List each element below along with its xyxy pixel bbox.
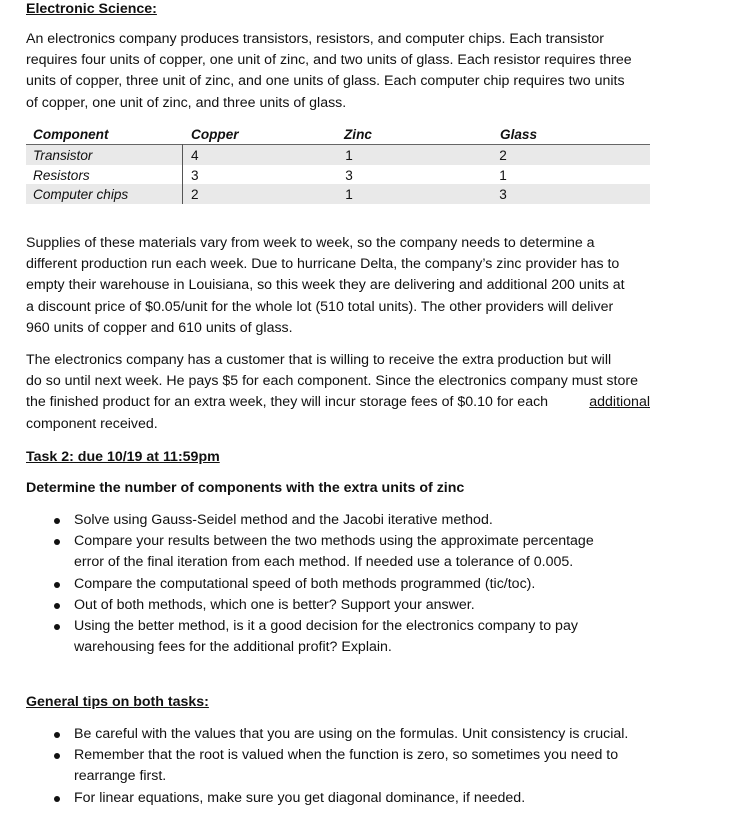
table-header-row (26, 124, 650, 145)
bullet-text: Compare your results between the two methods using the approximate percentage (74, 533, 594, 550)
document-title: Electronic Science: (26, 1, 157, 17)
table-row (26, 184, 650, 204)
table-row (26, 145, 650, 165)
table-divider (182, 144, 183, 204)
table-header-cell: Glass (500, 127, 538, 142)
bullet-text: rearrange first. (74, 768, 167, 785)
list-item (26, 745, 656, 787)
intro-line: of copper, one unit of zinc, and three units of glass. (26, 94, 347, 111)
bullet-text: Solve using Gauss-Seidel method and the Jacobi iterative method. (74, 512, 493, 528)
task-heading: Task 2: due 10/19 at 11:59pm (26, 449, 220, 465)
table-cell: 1 (345, 187, 353, 202)
table-cell: 1 (499, 167, 507, 183)
supplies-line: different production run each week. Due to hurricane Delta, the company’s zinc provider has to (26, 256, 620, 273)
list-item (26, 724, 656, 745)
supplies-paragraph (26, 233, 650, 339)
customer-line: The electronics company has a customer that is willing to receive the extra production but will (26, 352, 612, 368)
customer-line-text: the finished product for an extra week, they will incur storage fees of $0.10 for each (26, 394, 549, 411)
list-item (26, 595, 656, 616)
customer-line: component received. (26, 415, 158, 432)
table-cell: 3 (191, 167, 199, 183)
table-header-cell: Copper (191, 127, 239, 142)
list-item (26, 616, 656, 658)
table-row (26, 165, 650, 185)
intro-line: units of copper, three unit of zinc, and one units of glass. Each computer chip requires two units (26, 73, 625, 90)
bullet-text: For linear equations, make sure you get diagonal dominance, if needed. (74, 789, 526, 806)
list-item (26, 574, 656, 595)
bullet-text: Compare the computational speed of both methods programmed (tic/toc). (74, 575, 536, 592)
supplies-line: empty their warehouse in Louisiana, so this week they are delivering and additional 200 units at (26, 277, 625, 294)
table-cell: 2 (499, 148, 507, 163)
table-cell: 4 (191, 148, 199, 163)
table-cell: Resistors (33, 167, 90, 183)
bullet-text: Remember that the root is valued when the function is zero, so sometimes you need to (74, 747, 619, 764)
additional-word: additional (589, 394, 650, 411)
supplies-line: Supplies of these materials vary from week to week, so the company needs to determine a (26, 235, 595, 251)
materials-table (26, 124, 650, 204)
list-item (26, 510, 656, 531)
table-cell: 3 (499, 187, 507, 202)
intro-line: An electronics company produces transistors, resistors, and computer chips. Each transistor (26, 31, 604, 47)
table-header-cell: Zinc (344, 127, 372, 142)
table-cell: 1 (345, 148, 353, 163)
list-item (26, 788, 656, 809)
bullet-text: warehousing fees for the additional profit? Explain. (74, 639, 392, 656)
bullet-text: Out of both methods, which one is better? Support your answer. (74, 596, 475, 613)
bullet-text: error of the final iteration from each method. If needed use a tolerance of 0.005. (74, 554, 574, 571)
table-cell: 2 (191, 187, 199, 202)
table-cell: Transistor (33, 148, 93, 163)
customer-line: do so until next week. He pays $5 for each component. Since the electronics company must store (26, 373, 638, 390)
task-subheading: Determine the number of components with the extra units of zinc (26, 480, 465, 496)
table-cell: Computer chips (33, 187, 129, 202)
bullet-text: Using the better method, is it a good decision for the electronics company to pay (74, 618, 578, 635)
supplies-line: 960 units of copper and 610 units of glass. (26, 319, 293, 336)
intro-line: requires four units of copper, one unit of zinc, and two units of glass. Each resistor requires three (26, 52, 632, 69)
list-item (26, 531, 656, 573)
table-header-cell: Component (33, 127, 109, 142)
tips-heading: General tips on both tasks: (26, 694, 209, 710)
task-bullet-list (26, 510, 656, 658)
intro-paragraph (26, 29, 650, 114)
customer-paragraph (26, 350, 650, 435)
customer-line (26, 392, 650, 413)
supplies-line: a discount price of $0.05/unit for the whole lot (510 total units). The other providers will deliver (26, 298, 614, 315)
bullet-text: Be careful with the values that you are using on the formulas. Unit consistency is crucial. (74, 726, 629, 742)
tips-bullet-list (26, 724, 656, 809)
table-cell: 3 (345, 167, 353, 183)
